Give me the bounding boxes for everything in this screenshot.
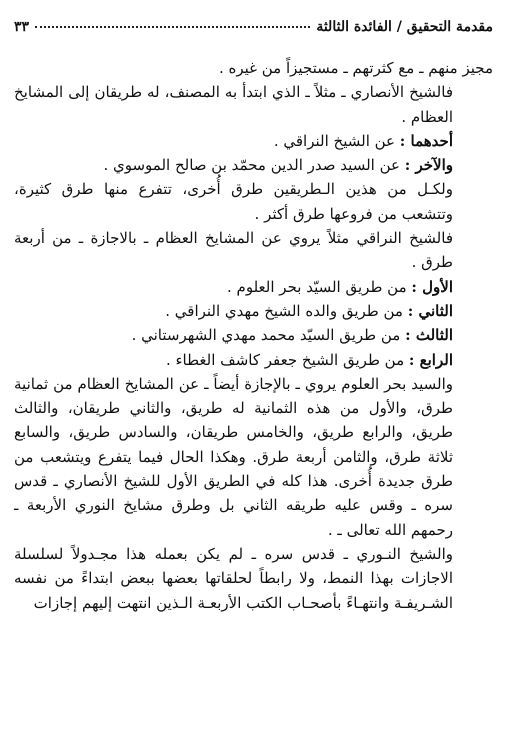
paragraph-text: عن الشيخ النراقي . <box>273 131 400 150</box>
paragraph <box>14 129 493 153</box>
paragraph-text: مجيز منهم ـ مع كثرتهم ـ مستجيزاً من غيره . <box>218 59 493 77</box>
paragraph <box>14 542 493 615</box>
paragraph <box>14 153 493 177</box>
paragraph-text: من طريق والده الشيخ مهدي النراقي . <box>165 301 408 320</box>
paragraph <box>14 226 493 275</box>
header-title: مقدمة التحقيق / الفائدة الثالثة <box>316 19 493 35</box>
running-header <box>14 14 493 40</box>
paragraph-lead: الثالث : <box>405 326 453 345</box>
paragraph-lead: الرابع : <box>408 350 453 369</box>
leader-dots <box>35 26 310 28</box>
paragraph <box>14 323 493 347</box>
paragraph <box>14 275 493 299</box>
paragraph-text: ولكـل من هذين الـطريقين طرق أُخرى، تتفرع منها طرق كثيرة، وتتشعب من فروعها طرق أكثر . <box>14 180 453 223</box>
paragraph-text: عن السيد صدر الدين محمّد بن صالح الموسوي . <box>103 156 405 175</box>
paragraph-lead: الأول : <box>411 277 453 296</box>
page-body <box>14 56 493 615</box>
paragraph-text: فالشيخ النراقي مثلاً يروي عن المشايخ العظام ـ بالاجازة ـ من أربعة طرق . <box>14 229 453 272</box>
paragraph-text: والسيد بحر العلوم يروي ـ بالإجازة أيضاً ـ عن المشايخ العظام من ثمانية طرق، والأول من هذه الثمانية له طريق، والثاني طريقان، والثالث طريق، والرابع طريق، والخامس طريقان، والسادس طريق، والسابع ثلاثة طرق، والثامن أربعة طرق. وهكذا الحال فيما يتفرع ويتشعب من طرق جديدة أُخرى. هذا كله في الطريق الأول للشيخ الأنصاري ـ قدس سره ـ وقس عليه طريقه الثاني بل وطرق مشايخ النوري الأربعة ـ رحمهم الله تعالى ـ . <box>14 374 453 539</box>
paragraph-text: من طريق السيّد محمد مهدي الشهرستاني . <box>131 326 406 345</box>
paragraph-lead: الثاني : <box>407 301 453 320</box>
paragraph-text: فالشيخ الأنصاري ـ مثلاً ـ الذي ابتدأ به المصنف، له طريقان إلى المشايخ العظام . <box>14 83 453 126</box>
paragraph-lead: أحدهما : <box>399 131 453 150</box>
paragraph <box>14 299 493 323</box>
paragraph-text: من طريق الشيخ جعفر كاشف الغطاء . <box>165 350 409 369</box>
paragraph <box>14 56 493 80</box>
paragraph-lead: والآخر : <box>404 156 453 175</box>
page-number: ٣٣ <box>14 19 30 35</box>
paragraph <box>14 372 493 542</box>
paragraph <box>14 80 493 129</box>
paragraph <box>14 177 493 226</box>
paragraph-text: والشيخ النـوري ـ قدس سره ـ لم يكن بعمله هذا مجـدولاً لسلسلة الاجازات بهذا النمط، ولا رابطاً لحلقاتها بعضها ببعض ابتداءً من نفسه الشـريفـة وانتهـاءً بأصحـاب الكتب الأربعـة الـذين انتهت إليهم إجازات <box>14 544 453 612</box>
paragraph-text: من طريق السيّد بحر العلوم . <box>227 277 412 296</box>
paragraph <box>14 348 493 372</box>
